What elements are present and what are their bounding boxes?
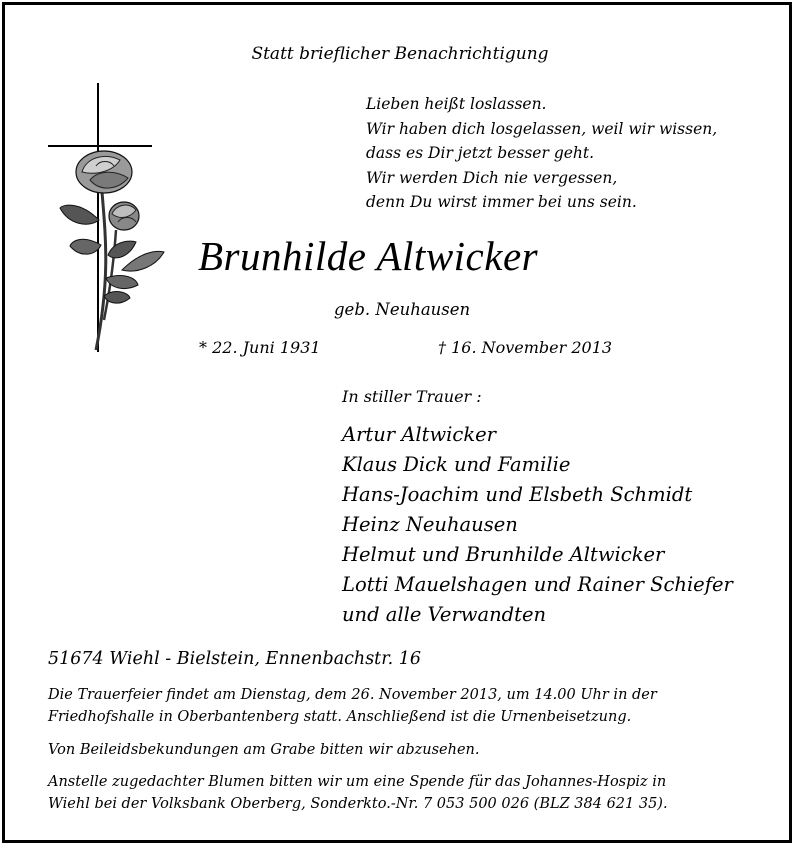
mourners-list — [342, 420, 733, 630]
donation-note-line: Wiehl bei der Volksbank Oberberg, Sonderkto.-Nr. 7 053 500 026 (BLZ 384 621 35). — [48, 796, 668, 812]
poem-line: Wir haben dich losgelassen, weil wir wissen, — [366, 119, 718, 138]
mourner-name: Artur Altwicker — [342, 423, 497, 446]
cross-with-rose-icon — [44, 80, 169, 360]
mourner-name: Helmut und Brunhilde Altwicker — [342, 543, 665, 566]
poem-line: Wir werden Dich nie vergessen, — [366, 168, 618, 187]
poem-line: Lieben heißt loslassen. — [366, 95, 547, 113]
mourner-name: Heinz Neuhausen — [342, 513, 518, 536]
poem-line: dass es Dir jetzt besser geht. — [366, 144, 595, 162]
address: 51674 Wiehl - Bielstein, Ennenbachstr. 16 — [48, 649, 422, 669]
death-date: † 16. November 2013 — [438, 338, 613, 357]
mourning-label: In stiller Trauer : — [342, 387, 482, 406]
poem-line: denn Du wirst immer bei uns sein. — [366, 193, 637, 211]
deceased-name: Brunhilde Altwicker — [198, 233, 539, 279]
mourner-name: Lotti Mauelshagen und Rainer Schiefer — [342, 573, 733, 596]
condolences-note: Von Beileidsbekundungen am Grabe bitten wir abzusehen. — [48, 742, 480, 758]
poem — [366, 92, 717, 215]
funeral-note-line: Die Trauerfeier findet am Dienstag, dem 26. November 2013, um 14.00 Uhr in der — [48, 687, 657, 703]
mourner-name: Klaus Dick und Familie — [342, 453, 571, 476]
mourner-name: und alle Verwandten — [342, 603, 547, 626]
mourner-name: Hans-Joachim und Elsbeth Schmidt — [342, 483, 693, 506]
birth-date: * 22. Juni 1931 — [199, 338, 321, 357]
maiden-name: geb. Neuhausen — [334, 300, 471, 319]
notice-header: Statt brieflicher Benachrichtigung — [251, 44, 549, 64]
donation-note — [48, 771, 668, 815]
funeral-note — [48, 684, 657, 728]
funeral-note-line: Friedhofshalle in Oberbantenberg statt. Anschließend ist die Urnenbeisetzung. — [48, 709, 632, 725]
donation-note-line: Anstelle zugedachter Blumen bitten wir um eine Spende für das Johannes-Hospiz in — [48, 774, 667, 790]
